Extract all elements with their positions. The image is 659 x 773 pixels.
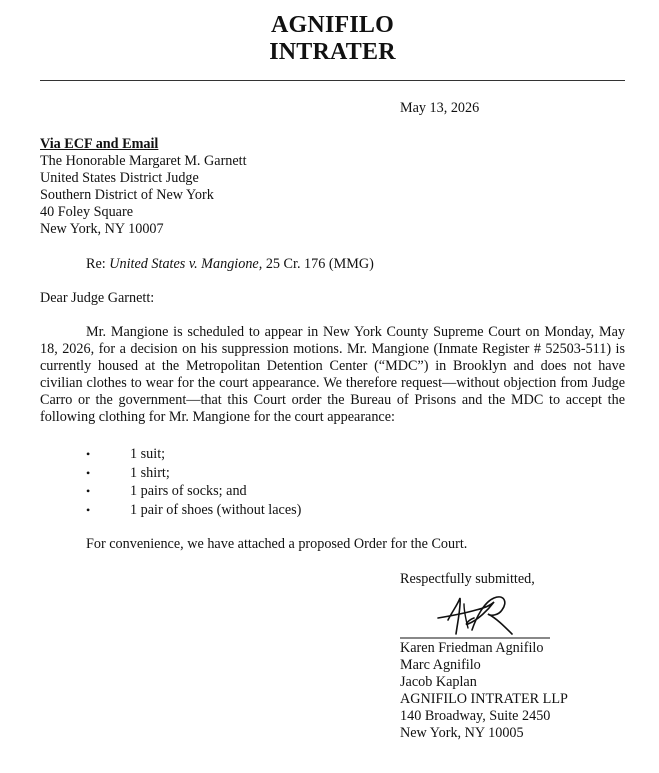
signature-graphic xyxy=(398,590,553,640)
list-item-text: 1 shirt; xyxy=(130,464,170,481)
bullet-icon: • xyxy=(86,484,91,499)
body-paragraph: Mr. Mangione is scheduled to appear in New York County Supreme Court on Monday, May 18, 2026, for a decision on his suppression motions. Mr. Mangione (Inmate Register # 52503-511) is currently housed at the Metropolitan Detention Center (“MDC”) in Brooklyn and does not have civilian clothes to wear for the court appearance. We therefore request—without objection from Judge Carro or the government—that this Court order the Bureau of Prisons and the MDC to accept the following clothing for Mr. Mangione for the court appearance: xyxy=(40,324,625,425)
case-number: 25 Cr. 176 (MMG) xyxy=(265,256,374,272)
addressee-line: 40 Foley Square xyxy=(40,204,133,220)
re-line xyxy=(86,256,374,273)
list-item-text: 1 suit; xyxy=(130,446,166,462)
list-item xyxy=(86,502,301,521)
signer-line: Jacob Kaplan xyxy=(400,674,477,690)
list-item xyxy=(86,483,301,502)
list-item-text: 1 pair of shoes (without laces) xyxy=(130,501,302,518)
addressee-line: The Honorable Margaret M. Garnett xyxy=(40,153,247,169)
salutation: Dear Judge Garnett: xyxy=(40,290,155,306)
bullet-icon: • xyxy=(86,502,91,517)
re-prefix: Re: xyxy=(86,256,106,272)
closing: Respectfully submitted, xyxy=(400,571,535,587)
signer-name: Karen Friedman Agnifilo xyxy=(400,640,544,656)
addressee-line: New York, NY 10007 xyxy=(40,221,164,237)
letterhead xyxy=(0,12,659,66)
letterhead-divider xyxy=(40,80,625,81)
signature-block xyxy=(400,640,568,742)
list-item xyxy=(86,446,301,465)
handwritten-signature xyxy=(398,590,553,640)
convenience-note: For convenience, we have attached a proposed Order for the Court. xyxy=(86,536,468,552)
signer-line: 140 Broadway, Suite 2450 xyxy=(400,708,551,724)
list-item xyxy=(86,465,301,484)
list-item-text: 1 pairs of socks; and xyxy=(130,483,247,500)
clothing-list xyxy=(86,446,301,520)
addressee-line: United States District Judge xyxy=(40,170,199,186)
case-name: United States v. Mangione, xyxy=(109,256,263,272)
letter-date: May 13, 2026 xyxy=(400,100,480,116)
signer-line: New York, NY 10005 xyxy=(400,725,524,741)
bullet-icon: • xyxy=(86,465,91,480)
signer-line: Marc Agnifilo xyxy=(400,657,481,673)
signer-line: AGNIFILO INTRATER LLP xyxy=(400,691,568,707)
letterhead-line-2: INTRATER xyxy=(269,39,396,65)
addressee-block xyxy=(40,136,247,238)
delivery-method: Via ECF and Email xyxy=(40,136,159,152)
bullet-icon: • xyxy=(86,447,91,461)
addressee-line: Southern District of New York xyxy=(40,187,214,203)
letterhead-line-1: AGNIFILO xyxy=(271,12,394,38)
